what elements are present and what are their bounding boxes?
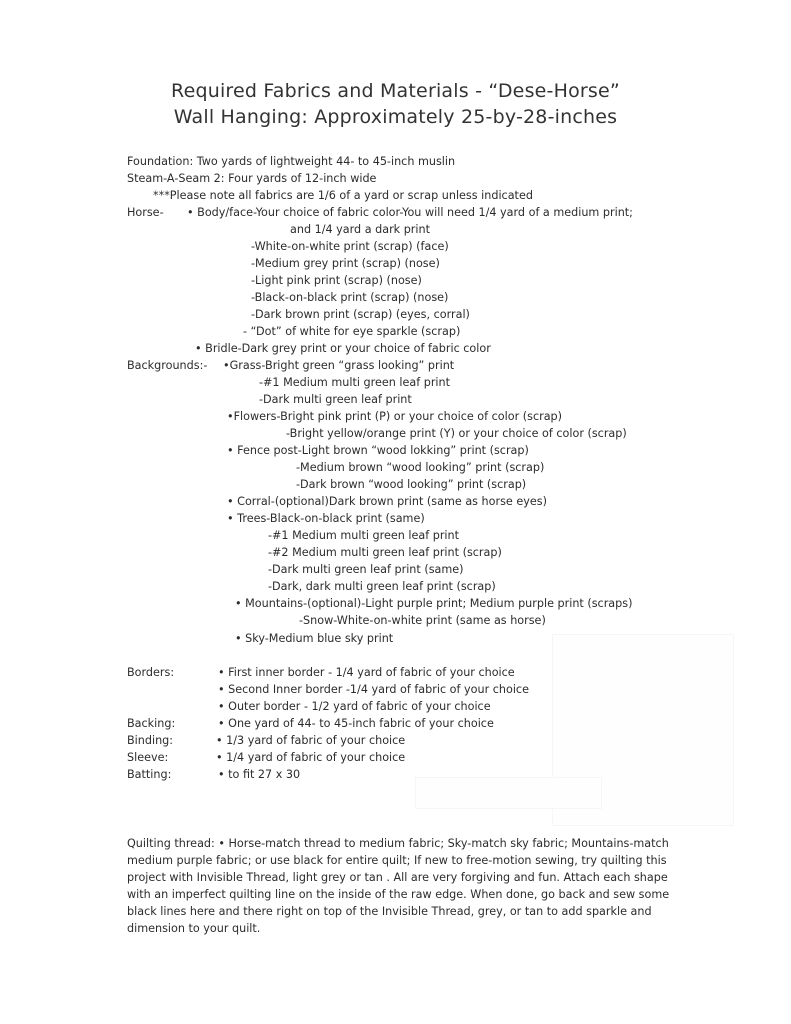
borders-item: • Second Inner border -1/4 yard of fabric of your choice <box>218 683 529 696</box>
binding-label: Binding: <box>127 734 174 747</box>
bridle-item: • Bridle-Dark grey print or your choice of fabric color <box>195 342 491 355</box>
horse-sub-item: -Light pink print (scrap) (nose) <box>251 274 422 287</box>
horse-sub-item: -Dark brown print (scrap) (eyes, corral) <box>251 308 470 321</box>
page-title-line-2: Wall Hanging: Approximately 25-by-28-inches <box>173 106 618 128</box>
page-title-line-1: Required Fabrics and Materials - “Dese-Horse” <box>171 80 620 102</box>
batting-label: Batting: <box>127 768 172 781</box>
grass-sub-item: -#1 Medium multi green leaf print <box>259 376 451 389</box>
trees-sub-item: -Dark, dark multi green leaf print (scrap) <box>268 580 496 593</box>
mountains-sub-item: -Snow-White-on-white print (same as horse) <box>299 614 546 627</box>
trees-item: • Trees-Black-on-black print (same) <box>227 512 425 525</box>
borders-item: • Outer border - 1/2 yard of fabric of your choice <box>218 700 491 713</box>
horse-body-item: • Body/face-Your choice of fabric color-You will need 1/4 yard of a medium print; <box>187 206 633 219</box>
grass-sub-item: -Dark multi green leaf print <box>259 393 412 406</box>
binding-item: • 1/3 yard of fabric of your choice <box>216 734 406 747</box>
horse-sub-item: - “Dot” of white for eye sparkle (scrap) <box>243 325 461 338</box>
steam-a-seam-line: Steam-A-Seam 2: Four yards of 12-inch wide <box>127 172 377 185</box>
trees-sub-item: -#2 Medium multi green leaf print (scrap) <box>268 546 502 559</box>
batting-item: • to fit 27 x 30 <box>218 768 301 781</box>
trees-sub-item: -Dark multi green leaf print (same) <box>268 563 464 576</box>
sky-item: • Sky-Medium blue sky print <box>235 632 394 645</box>
note-line: ***Please note all fabrics are 1/6 of a yard or scrap unless indicated <box>153 189 533 202</box>
sleeve-item: • 1/4 yard of fabric of your choice <box>216 751 406 764</box>
fence-sub-item: -Medium brown “wood looking” print (scrap) <box>296 461 545 474</box>
borders-item: • First inner border - 1/4 yard of fabric of your choice <box>218 666 515 679</box>
fence-post-item: • Fence post-Light brown “wood lokking” print (scrap) <box>227 444 529 457</box>
fence-sub-item: -Dark brown “wood looking” print (scrap) <box>296 478 527 491</box>
faint-scan-artifact-2 <box>415 777 602 809</box>
horse-body-cont: and 1/4 yard a dark print <box>290 223 430 236</box>
trees-sub-item: -#1 Medium multi green leaf print <box>268 529 460 542</box>
mountains-item: • Mountains-(optional)-Light purple print; Medium purple print (scraps) <box>235 597 633 610</box>
grass-item: •Grass-Bright green “grass looking” print <box>223 359 455 372</box>
corral-item: • Corral-(optional)Dark brown print (same as horse eyes) <box>227 495 547 508</box>
backgrounds-label: Backgrounds:- <box>127 359 208 372</box>
flowers-item: •Flowers-Bright pink print (P) or your choice of color (scrap) <box>227 410 563 423</box>
quilting-thread-paragraph: Quilting thread: • Horse-match thread to medium fabric; Sky-match sky fabric; Mountains-match medium purple fabric; or use black for entire quilt; If new to free-motion sewing, try quilting this project with Invisible Thread, light grey or tan . All are very forgiving and fun. Attach each shape with an imperfect quilting line on the inside of the raw edge. When done, go back and sew some black lines here and there right on top of the Invisible Thread, grey, or tan to add sparkle and dimension to your quilt. <box>127 837 670 935</box>
horse-sub-item: -Medium grey print (scrap) (nose) <box>251 257 440 270</box>
backing-label: Backing: <box>127 717 176 730</box>
horse-sub-item: -Black-on-black print (scrap) (nose) <box>251 291 449 304</box>
borders-label: Borders: <box>127 666 175 679</box>
horse-sub-item: -White-on-white print (scrap) (face) <box>251 240 449 253</box>
sleeve-label: Sleeve: <box>127 751 169 764</box>
foundation-line: Foundation: Two yards of lightweight 44- to 45-inch muslin <box>127 155 456 168</box>
flowers-sub-item: -Bright yellow/orange print (Y) or your choice of color (scrap) <box>286 427 627 440</box>
backing-item: • One yard of 44- to 45-inch fabric of your choice <box>218 717 494 730</box>
horse-label: Horse- <box>127 206 164 219</box>
